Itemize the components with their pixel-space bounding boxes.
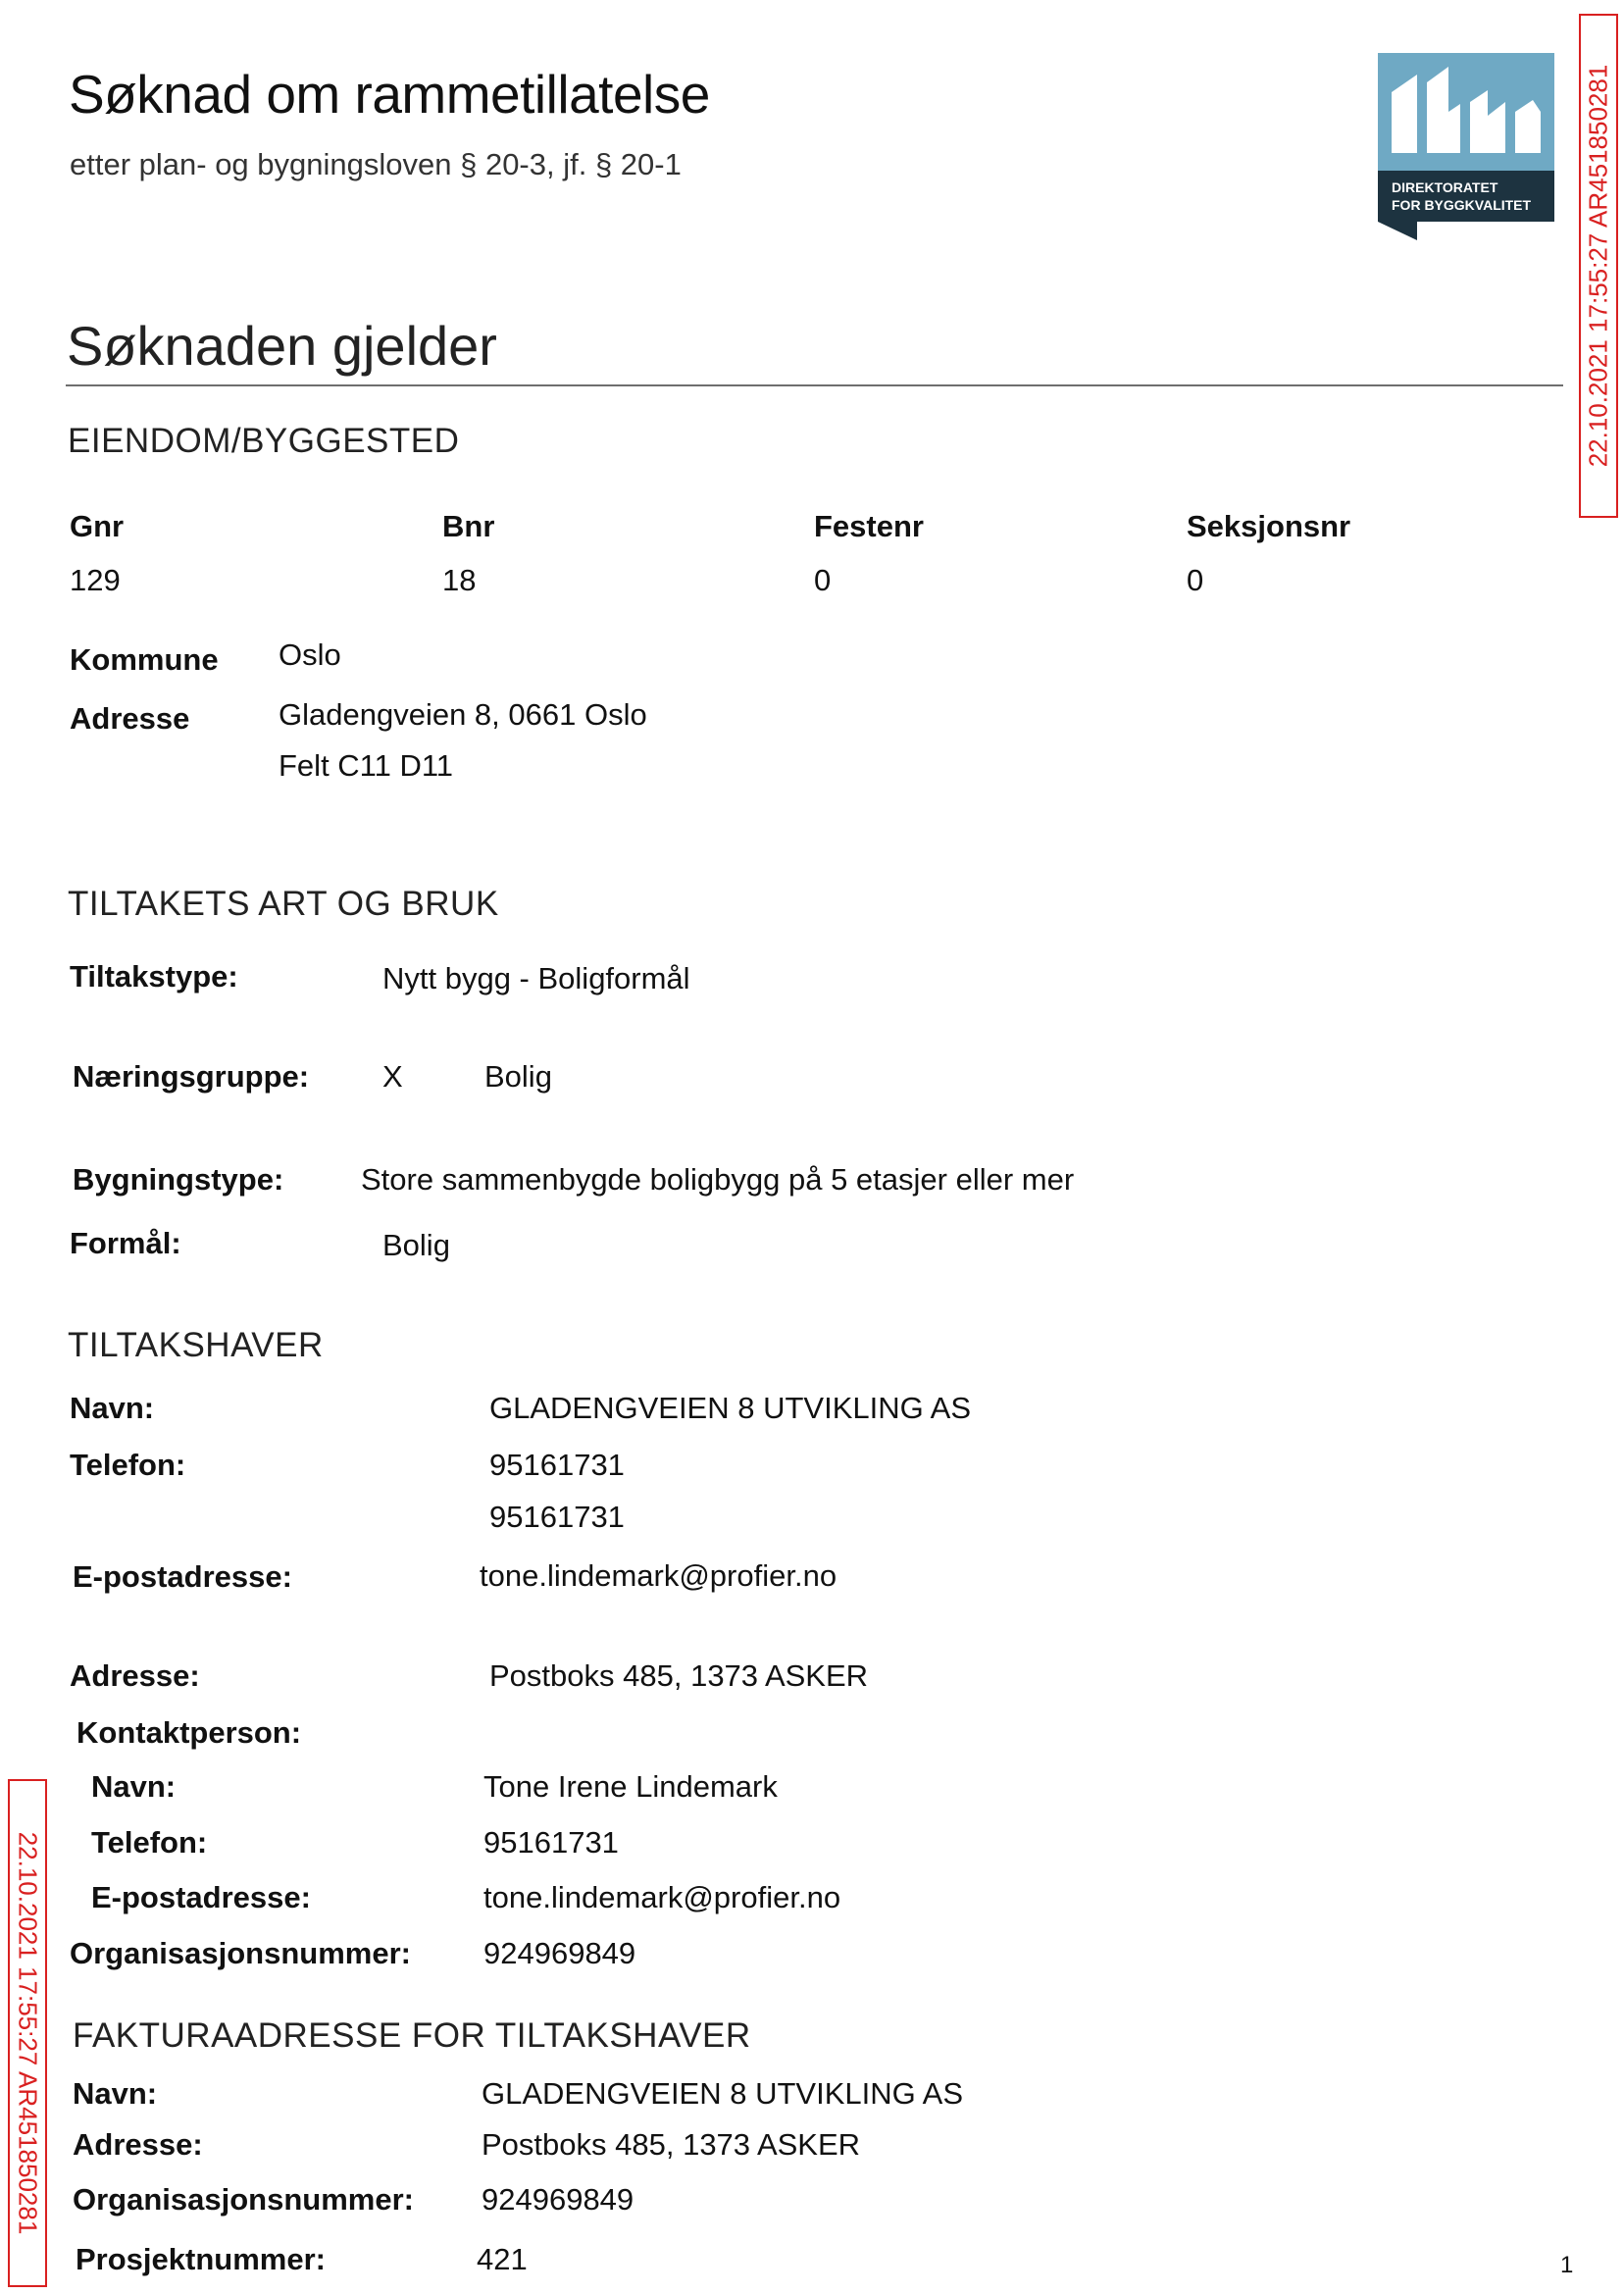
document-subtitle: etter plan- og bygningsloven § 20-3, jf. § 20-1 [70,147,682,181]
tiltakshaver-epost-label: E-postadresse: [73,1559,292,1594]
faktura-navn-label: Navn: [73,2076,158,2111]
prosjektnummer-value: 421 [477,2242,528,2276]
gnr-value: 129 [70,563,121,597]
festenr-label: Festenr [814,509,924,543]
tiltakshaver-navn-value: GLADENGVEIEN 8 UTVIKLING AS [489,1391,971,1425]
section-divider [66,384,1563,386]
tiltakshaver-adresse-label: Adresse: [70,1658,200,1693]
seksjonsnr-value: 0 [1187,563,1204,597]
tiltakstype-label: Tiltakstype: [70,959,238,994]
bnr-value: 18 [442,563,477,597]
dibk-logo [1378,53,1554,240]
kontaktperson-epost-value: tone.lindemark@profier.no [483,1880,841,1914]
section-heading-eiendom: EIENDOM/BYGGESTED [68,422,460,460]
adresse-label: Adresse [70,701,190,736]
naeringsgruppe-code: X [382,1059,403,1094]
page-number: 1 [1560,2252,1574,2278]
section-heading-tiltakshaver: TILTAKSHAVER [68,1326,324,1364]
festenr-value: 0 [814,563,832,597]
tiltakshaver-adresse-value: Postboks 485, 1373 ASKER [489,1658,869,1693]
bnr-label: Bnr [442,509,495,543]
section-heading-tiltak: TILTAKETS ART OG BRUK [68,885,499,923]
receipt-stamp-top [1579,14,1618,518]
naeringsgruppe-label: Næringsgruppe: [73,1059,310,1094]
kontaktperson-epost-label: E-postadresse: [91,1880,311,1914]
kontaktperson-label: Kontaktperson: [76,1715,302,1750]
kontaktperson-navn-label: Navn: [91,1769,177,1804]
tiltakstype-value: Nytt bygg - Boligformål [382,961,690,995]
dibk-logo-mark [1378,53,1554,240]
bygningstype-value: Store sammenbygde boligbygg på 5 etasjer eller mer [361,1162,1075,1197]
seksjonsnr-label: Seksjonsnr [1187,509,1351,543]
gnr-label: Gnr [70,509,125,543]
kommune-value: Oslo [279,637,341,672]
bygningstype-label: Bygningstype: [73,1162,284,1197]
tiltakshaver-telefon-label: Telefon: [70,1448,186,1482]
formal-value: Bolig [382,1228,450,1262]
tiltakshaver-epost-value: tone.lindemark@profier.no [480,1558,837,1593]
document-title: Søknad om rammetillatelse [69,64,710,125]
faktura-orgnr-value: 924969849 [482,2182,634,2217]
receipt-stamp-bottom [8,1779,47,2287]
faktura-adresse-value: Postboks 485, 1373 ASKER [482,2127,861,2162]
faktura-navn-value: GLADENGVEIEN 8 UTVIKLING AS [482,2076,963,2111]
tiltakshaver-orgnr-value: 924969849 [483,1936,636,1970]
adresse-line1: Gladengveien 8, 0661 Oslo [279,697,647,732]
adresse-line2: Felt C11 D11 [279,748,454,783]
logo-text-line1: DIREKTORATET [1392,179,1498,195]
kontaktperson-navn-value: Tone Irene Lindemark [483,1769,778,1804]
logo-text-line2: FOR BYGGKVALITET [1392,197,1532,213]
tiltakshaver-telefon-value1: 95161731 [489,1448,625,1482]
receipt-stamp-bottom-text: 22.10.2021 17:55:27 AR451850281 [13,1831,43,2235]
tiltakshaver-orgnr-label: Organisasjonsnummer: [70,1936,411,1970]
formal-label: Formål: [70,1226,181,1260]
kontaktperson-telefon-label: Telefon: [91,1825,208,1860]
tiltakshaver-telefon-value2: 95161731 [489,1500,625,1534]
naeringsgruppe-value: Bolig [484,1059,552,1094]
kommune-label: Kommune [70,642,219,677]
receipt-stamp-top-text: 22.10.2021 17:55:27 AR451850281 [1583,64,1613,468]
faktura-orgnr-label: Organisasjonsnummer: [73,2182,414,2217]
prosjektnummer-label: Prosjektnummer: [76,2242,326,2276]
faktura-adresse-label: Adresse: [73,2127,203,2162]
kontaktperson-telefon-value: 95161731 [483,1825,619,1860]
section-heading-soknaden-gjelder: Søknaden gjelder [67,315,497,377]
tiltakshaver-navn-label: Navn: [70,1391,155,1425]
section-heading-faktura: FAKTURAADRESSE FOR TILTAKSHAVER [73,2016,751,2055]
